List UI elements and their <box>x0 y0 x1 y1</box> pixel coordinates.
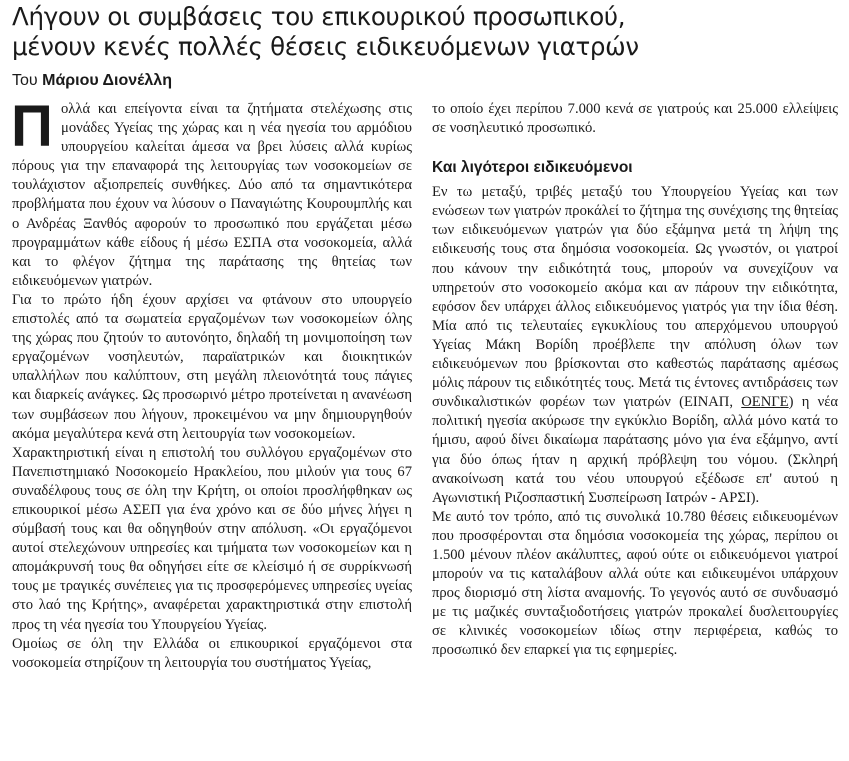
byline-author: Μάριου Διονέλλη <box>42 72 172 89</box>
right-paragraph-2 <box>432 183 838 508</box>
headline-line-1: Λήγουν οι συμβάσεις του επικουρικού προσωπικού, <box>12 2 626 31</box>
right-paragraph-3: Με αυτό τον τρόπο, από τις συνολικά 10.780 θέσεις ειδικευομένων που προσφέρονται στα δημόσια νοσοκομεία της χώρας, περίπου οι 1.500 μένουν πλέον ακάλυπτες, αφού ούτε οι ειδικευόμενοι γιατροί μπορούν να τις καταλάβουν αλλά ούτε και ειδικευμένοι υπάρχουν προς διορισμό στη λίστα αναμονής. Το γεγονός αυτό σε συνδυασμό με τις μαζικές συνταξιοδοτήσεις γιατρών προκαλεί δυσλειτουργίες σε κλινικές νοσοκομείων ιδίως στην περιφέρεια, καθώς το προσωπικό δεν επαρκεί για τις εφημερίες. <box>432 508 838 659</box>
oenge-link[interactable]: ΟΕΝΓΕ <box>741 394 789 411</box>
byline <box>12 71 172 91</box>
right-column <box>432 100 838 661</box>
left-paragraph-2: Για το πρώτο ήδη έχουν αρχίσει να φτάνουν στο υπουργείο επιστολές από τα σωματεία εργαζομένων των νοσοκομείων όλης της χώρας που ζητούν το αυτονόητο, δηλαδή τη μονιμοποίηση των εργαζομένων νοσηλευτών, παραϊατρικών και διοικητικών υπαλλήλων που καλύπτουν, στη μεγάλη πλειονότητά τους πάγιες και διαρκείς ανάγκες. Ως προσωρινό μέτρο προτείνεται η ανανέωση των συμβάσεων που λήγουν, προκειμένου να μην δημιουργηθούν ακόμα μεγαλύτερα κενά στη λειτουργία των νοσοκομείων. <box>12 291 412 442</box>
right-paragraph-2-end: ) η νέα πολιτική ηγεσία ακύρωσε την εγκύκλιο Βορίδη, αλλά μόνο κατά το ήμισυ, αφού δίνει δικαίωμα παράτασης μόνο για ένα εξάμηνο, αντί για δύο όπως ήταν η αρχική πρόβλεψη του νόμου. (Σκληρή ανακοίνωση κατά του νέου υπουργού εξέδωσε επ' αυτού η Αγωνιστική Ριζοσπαστική Συσπείρωση Ιατρών - ΑΡΣΙ). <box>432 394 838 506</box>
article-headline <box>12 2 842 62</box>
byline-prefix: Του <box>12 72 43 89</box>
dropcap-letter: Π <box>11 94 53 159</box>
right-paragraph-1: το οποίο έχει περίπου 7.000 κενά σε γιατρούς και 25.000 ελλείψεις σε νοσηλευτικό προσωπικό. <box>432 101 838 137</box>
left-column <box>11 94 412 673</box>
headline-line-2: μένουν κενές πολλές θέσεις ειδικευόμενων γιατρών <box>12 32 639 61</box>
left-paragraph-3: Χαρακτηριστική είναι η επιστολή του συλλόγου εργαζομένων στο Πανεπιστημιακό Νοσοκομείο Ηρακλείου, που μιλούν για τους 67 συναδέλφους τους σε όλη την Κρήτη, οι οποίοι προσλήφθηκαν ως επικουρικοί μέσω ΑΣΕΠ για ένα χρόνο και σε δύο μήνες λήγει η σύμβασή τους και θα οδηγηθούν στην απόλυση. «Οι εργαζόμενοι αυτοί στελεχώνουν υπηρεσίες και τμήματα των νοσοκομείων και η απομάκρυνσή τους θα οδηγήσει είτε σε κλείσιμό ή σε συρρίκνωσή τους με τραγικές συνέπειες για τις προσφερόμενες υπηρεσίες υγείας στο λαό της Κρήτης», αναφέρεται χαρακτηριστικά στην επιστολή προς τη νέα ηγεσία του Υπουργείου Υγείας. <box>12 444 412 633</box>
left-paragraph-4: Ομοίως σε όλη την Ελλάδα οι επικουρικοί εργαζόμενοι στα νοσοκομεία στηρίζουν τη λειτουργία του συστήματος Υγείας, <box>12 635 412 671</box>
left-paragraph-1: ολλά και επείγοντα είναι τα ζητήματα στελέχωσης στις μονάδες Υγείας της χώρας και η νέα ηγεσία του αρμόδιου υπουργείου καλείται άμεσα να βρει λύσεις αλλά κυρίως πόρους για την επαναφορά της λειτουργίας των νοσοκομείων σε τουλάχιστον αξιοπρεπείς συνθήκες. Δύο από τα σημαντικότερα προβλήματα που έχουν να λύσουν ο Παναγιώτης Κουρουμπλής και ο Ανδρέας Ξανθός αφορούν το προσωπικό που εργάζεται μέσω προγραμμάτων κάθε είδους ή μέσω ΕΣΠΑ στα νοσοκομεία, αλλά και το φλέγον ζήτημα της παράτασης της θητείας των ειδικευόμενων γιατρών. <box>12 101 412 289</box>
section-subheading: Και λιγότεροι ειδικευόμενοι <box>432 159 633 177</box>
right-paragraph-2-start: Εν τω μεταξύ, τριβές μεταξύ του Υπουργείου Υγείας και των ενώσεων των γιατρών προκάλεί το ζήτημα της συνέχισης της θητείας των ειδικευόμενων γιατρών για δύο εξάμηνα μετά τη λήψη της ειδικευσής τους στα δημόσια νοσοκομεία. Ως γνωστόν, οι γιατροί που κάνουν την ειδικότητά τους, μπορούν να συνεχίζουν να υπηρετούν στο νοσοκομείο ακόμα και αν πάρουν την ειδικότητα, εφόσον δεν υπάρχει άλλος ειδικευόμενος γιατρός για την ίδια θέση. Μία από τις τελευταίες εγκυκλίους του απερχόμενου υπουργού Υγείας Μάκη Βορίδη προέβλεπε την απόλυση όλων των ειδικευόμενων που βρίσκονται στο καθεστώς παράτασης αμέσως μόλις πάρουν τις ειδικότητές τους. Μετά τις έντονες αντιδράσεις των συνδικαλιστικών φορέων των γιατρών (ΕΙΝΑΠ, <box>432 184 839 411</box>
